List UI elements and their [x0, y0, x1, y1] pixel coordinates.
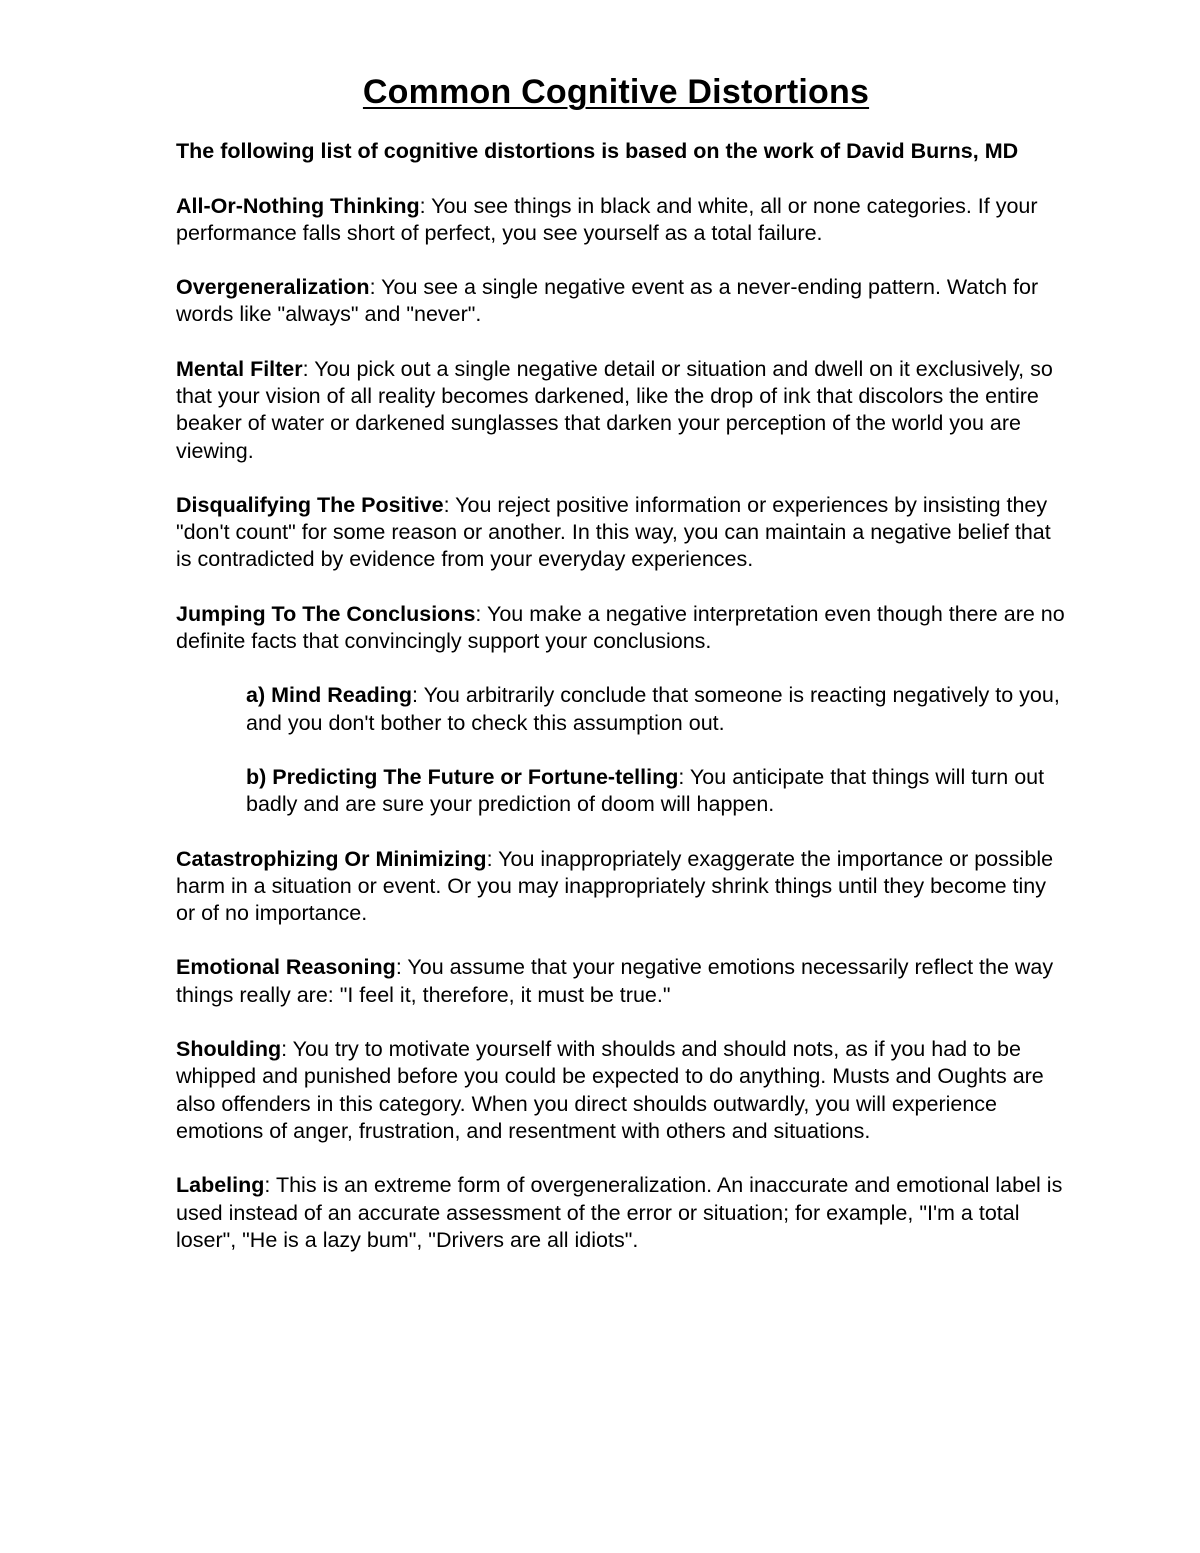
- distortion-description: : You see a single negative event as a never-ending pattern. Watch for words like "always" and "never".: [176, 275, 1039, 327]
- distortion-description: : You make a negative interpretation even though there are no definite facts that convincingly support your conclusions.: [176, 601, 1065, 654]
- distortion-mind-reading: [246, 682, 1066, 737]
- distortion-description: : You pick out a single negative detail or situation and dwell on it exclusively, so that your vision of all reality becomes darkened, like the drop of ink that discolors the entire beaker of water or darkened sunglasses that darken your perception of the world you are viewing.: [176, 356, 1053, 463]
- distortion-disqualifying-positive: [176, 492, 1066, 574]
- distortion-term: Jumping To The Conclusions: [176, 601, 476, 626]
- distortion-term: Disqualifying The Positive: [176, 492, 444, 517]
- distortion-term: b) Predicting The Future or Fortune-telling: [246, 764, 679, 789]
- distortion-description: : You anticipate that things will turn out badly and are sure your prediction of doom will happen.: [246, 764, 1045, 817]
- intro-paragraph: The following list of cognitive distortions is based on the work of David Burns, MD: [176, 139, 1019, 163]
- distortion-mental-filter: [176, 356, 1066, 465]
- distortion-overgeneralization: [176, 274, 1066, 329]
- page-title: Common Cognitive Distortions: [362, 73, 870, 111]
- distortion-term: Catastrophizing Or Minimizing: [176, 846, 487, 871]
- distortion-fortune-telling: [246, 764, 1066, 819]
- distortion-term: Emotional Reasoning: [176, 955, 396, 980]
- distortion-term: Overgeneralization: [176, 275, 370, 300]
- distortion-term: a) Mind Reading: [246, 683, 413, 708]
- distortion-description: : This is an extreme form of overgeneralization. An inaccurate and emotional label is used instead of an accurate assessment of the error or situation; for example, "I'm a total loser", "He is a lazy bum", "Drivers are all idiots".: [176, 1173, 1063, 1252]
- distortion-description: : You try to motivate yourself with shoulds and should nots, as if you had to be whipped and punished before you could be expected to do anything. Musts and Oughts are also offenders in this category. When you direct shoulds outwardly, you will experience emotions of anger, frustration, and resentment with others and situations.: [176, 1037, 1044, 1143]
- distortion-term: All-Or-Nothing Thinking: [176, 193, 420, 218]
- distortion-term: Shoulding: [176, 1037, 282, 1062]
- distortion-description: : You reject positive information or experiences by insisting they "don't count" for some reason or another. In this way, you can maintain a negative belief that is contradicted by evidence from your everyday experiences.: [176, 492, 1051, 572]
- distortion-description: : You see things in black and white, all or none categories. If your performance falls short of perfect, you see yourself as a total failure.: [176, 193, 1038, 245]
- distortion-shoulding: [176, 1036, 1066, 1145]
- distortion-term: Labeling: [176, 1173, 265, 1198]
- distortion-all-or-nothing: [176, 193, 1066, 248]
- distortion-term: Mental Filter: [176, 356, 303, 381]
- distortion-emotional-reasoning: [176, 954, 1066, 1009]
- distortion-jumping-to-conclusions: [176, 601, 1066, 656]
- distortion-description: : You arbitrarily conclude that someone is reacting negatively to you, and you don't bother to check this assumption out.: [246, 683, 1060, 735]
- distortion-labeling: [176, 1172, 1066, 1254]
- document-page: [176, 70, 1066, 1254]
- distortion-description: : You inappropriately exaggerate the importance or possible harm in a situation or event. Or you may inappropriately shrink things until they become tiny or of no importance.: [176, 846, 1054, 926]
- distortion-description: : You assume that your negative emotions necessarily reflect the way things really are: "I feel it, therefore, it must be true.": [176, 955, 1054, 1007]
- distortion-catastrophizing: [176, 846, 1066, 928]
